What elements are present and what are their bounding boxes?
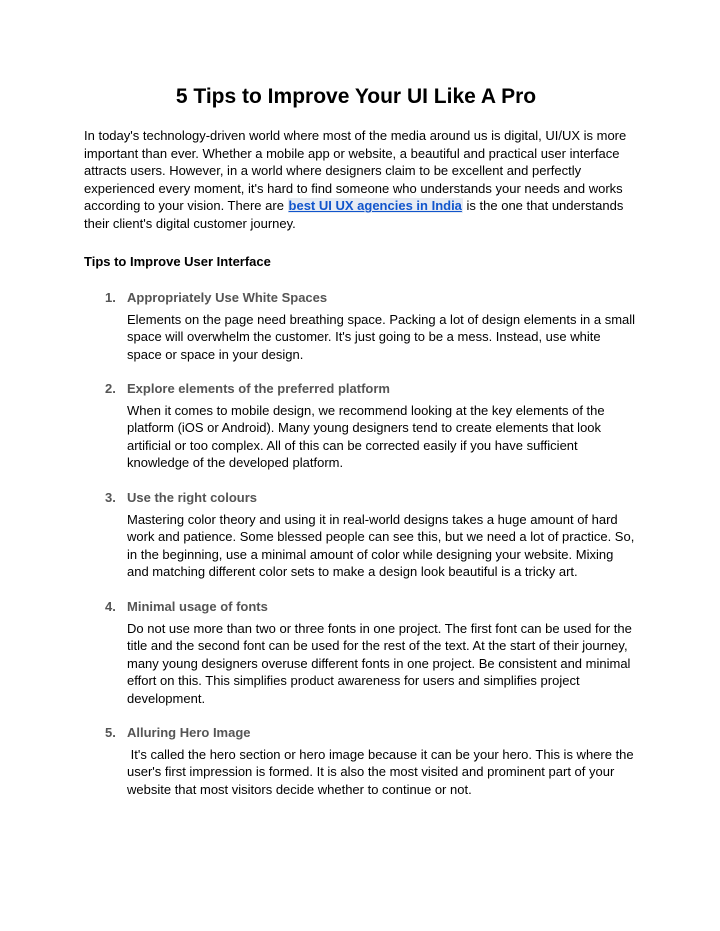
agencies-link[interactable]: best UI UX agencies in India [288,198,462,214]
tip-number: 3. [105,490,116,505]
tip-body: Do not use more than two or three fonts in one project. The first font can be used for the title and the second font can be used for the rest of the text. At the start of their journey, many young designers overuse different fonts in one project. Be consistent and minimal effort on this. This simplifies product awareness for users and simplifies project development. [127,621,632,706]
tip-body: Mastering color theory and using it in real-world designs takes a huge amount of hard work and patience. Some blessed people can see this, but we need a lot of practice. So, in the beginning, use a minimal amount of color while designing your website. Mixing and matching different color sets to make a design look beautiful is a tricky art. [127,512,635,580]
tip-body: When it comes to mobile design, we recommend looking at the key elements of the platform (iOS or Android). Many young designers tend to create elements that look artificial or too complex. All of this can be corrected easily if you have sufficient knowledge of the developed platform. [127,403,605,471]
intro-paragraph [84,127,644,233]
tip-heading: Explore elements of the preferred platform [127,381,390,396]
intro-text-after-link: is the one that understands their client's digital customer journey. [84,198,624,231]
tip-heading: Appropriately Use White Spaces [127,290,328,305]
tip-body: It's called the hero section or hero image because it can be your hero. This is where the user's first impression is formed. It is also the most visited and prominent part of your website that most visitors decide whether to continue or not. [127,747,638,797]
page-title: 5 Tips to Improve Your UI Like A Pro [175,85,537,108]
tip-body: Elements on the page need breathing space. Packing a lot of design elements in a small space will overwhelm the customer. It's just going to be a mess. Instead, use white space or space in your design. [127,312,636,362]
tip-heading: Use the right colours [127,490,258,505]
intro-text-before-link: In today's technology-driven world where most of the media around us is digital, UI/UX is more important than ever. Whether a mobile app or website, a beautiful and practical user interface attracts users. However, in a world where designers claim to be excellent and perfectly experienced every moment, it's hard to find someone who understands your needs and works according to your vision. There are [84,128,627,214]
section-heading: Tips to Improve User Interface [84,254,271,269]
tip-number: 5. [105,725,116,740]
tip-heading: Minimal usage of fonts [127,599,268,614]
tip-number: 4. [105,599,116,614]
tip-heading: Alluring Hero Image [127,725,251,740]
tip-number: 2. [105,381,116,396]
tip-number: 1. [105,290,116,305]
